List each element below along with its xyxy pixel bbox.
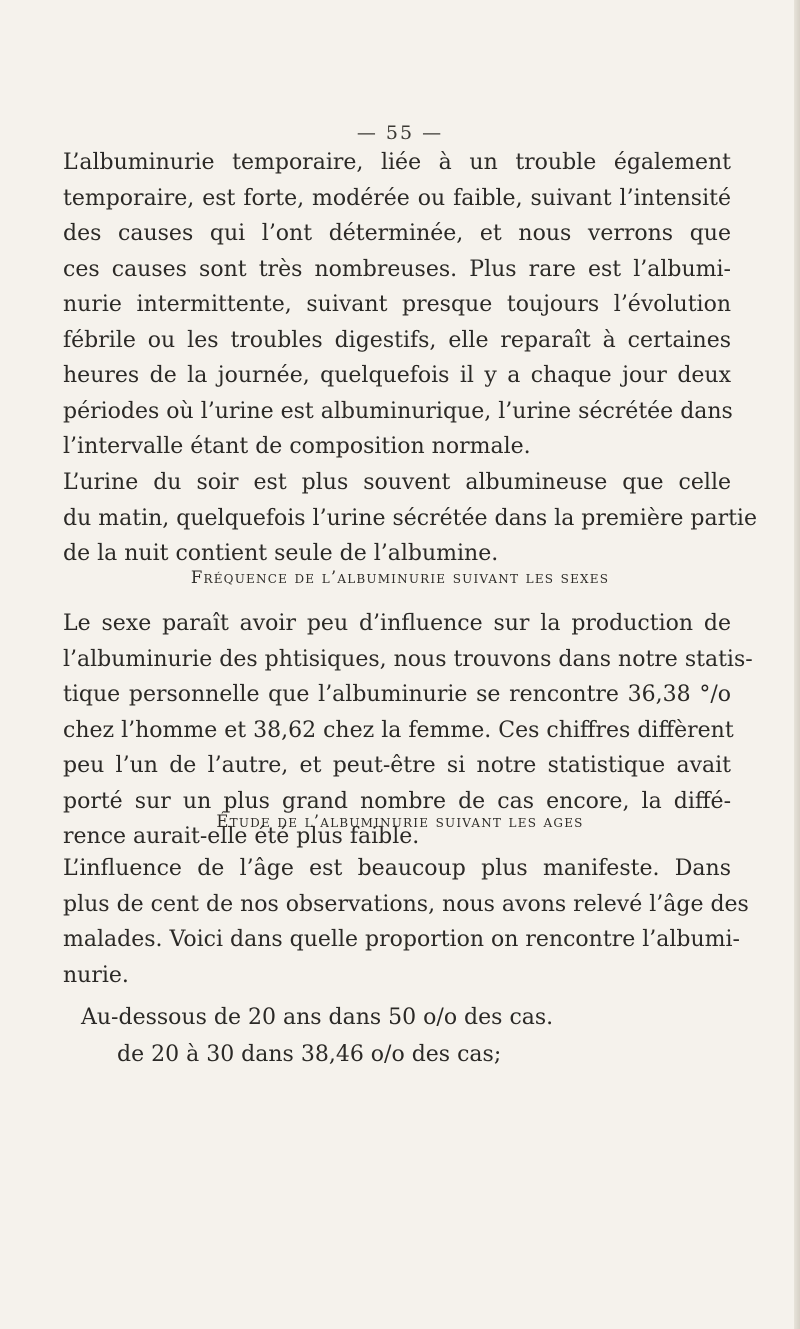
text-line: chez l’homme et 38,62 chez la femme. Ces chiffres diffèrent: [63, 717, 734, 743]
text-line: porté sur un plus grand nombre de cas encore, la diffé-: [63, 788, 731, 814]
section-heading-ages: Étude de l’albuminurie suivant les ages: [216, 812, 584, 831]
text-line: du matin, quelquefois l’urine sécrétée dans la première partie: [63, 505, 757, 531]
text-line: peu l’un de l’autre, et peut-être si notre statistique avait: [63, 753, 731, 778]
text-line: ces causes sont très nombreuses. Plus rare est l’albumi-: [63, 256, 731, 282]
page-edge: [794, 0, 800, 1329]
text-line: l’albuminurie des phtisiques, nous trouvons dans notre statis-: [63, 646, 753, 672]
text-line: des causes qui l’ont déterminée, et nous verrons que: [63, 221, 731, 246]
text-line: tique personnelle que l’albuminurie se rencontre 36,38 °/o: [63, 682, 731, 707]
text-line: L’albuminurie temporaire, liée à un trouble également: [63, 150, 731, 175]
text-line: nurie intermittente, suivant presque toujours l’évolution: [63, 292, 731, 317]
text-line: fébrile ou les troubles digestifs, elle reparaît à certaines: [63, 327, 731, 353]
text-line: temporaire, est forte, modérée ou faible, suivant l’intensité: [63, 185, 731, 211]
text-line: Le sexe paraît avoir peu d’influence sur la production de: [63, 611, 731, 636]
text-line: L’influence de l’âge est beaucoup plus manifeste. Dans: [63, 856, 731, 881]
stat-line-20-to-30: de 20 à 30 dans 38,46 o/o des cas;: [117, 1042, 502, 1067]
stat-line-under-20: Au-dessous de 20 ans dans 50 o/o des cas.: [81, 1005, 554, 1030]
section-heading-sexes: Fréquence de l’albuminurie suivant les sexes: [190, 568, 610, 587]
page-number: — 55 —: [356, 122, 444, 144]
text-line: L’urine du soir est plus souvent albumineuse que celle: [63, 470, 731, 495]
text-line: malades. Voici dans quelle proportion on rencontre l’albumi-: [63, 927, 740, 952]
text-line: de la nuit contient seule de l’albumine.: [63, 541, 499, 566]
text-line: l’intervalle étant de composition normale.: [63, 434, 531, 459]
paragraph-temporary-albuminuria: [63, 145, 731, 465]
paragraph-evening-urine: [63, 465, 757, 572]
text-line: heures de la journée, quelquefois il y a chaque jour deux: [63, 363, 731, 388]
text-line: périodes où l’urine est albuminurique, l’urine sécrétée dans: [63, 398, 733, 424]
paragraph-age-influence: [63, 851, 749, 993]
text-line: rence aurait-elle été plus faible.: [63, 824, 420, 849]
text-line: plus de cent de nos observations, nous avons relevé l’âge des: [63, 891, 749, 917]
text-line: nurie.: [63, 962, 129, 988]
